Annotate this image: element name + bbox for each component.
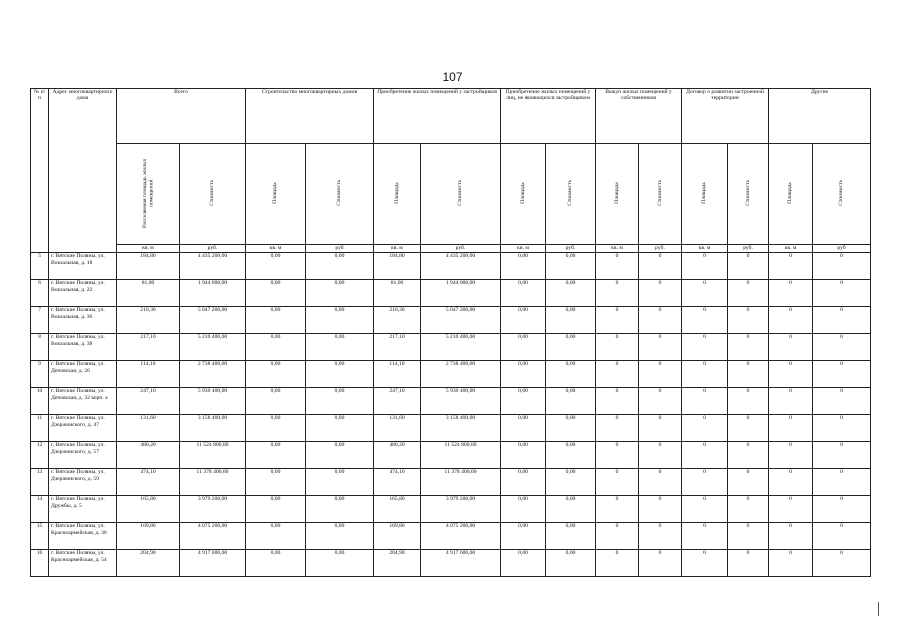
value-cell: 2 738 400,00: [180, 361, 246, 388]
table-row: [31, 550, 871, 577]
value-cell: 0: [639, 550, 682, 577]
value-cell: 0,00: [546, 523, 596, 550]
value-cell: 480,20: [374, 442, 421, 469]
value-cell: 247,10: [117, 388, 180, 415]
value-cell: 0,00: [306, 442, 374, 469]
value-cell: 0,00: [246, 280, 306, 307]
value-cell: 0,00: [546, 550, 596, 577]
value-cell: 0: [639, 469, 682, 496]
col-num-header: № п/п: [31, 89, 49, 253]
value-cell: 0: [813, 523, 871, 550]
unit-cell: руб: [813, 245, 871, 253]
value-cell: 0: [813, 388, 871, 415]
value-cell: 4 075 200,00: [180, 523, 246, 550]
unit-cell: руб.: [728, 245, 769, 253]
value-cell: 114,10: [374, 361, 421, 388]
row-number-cell: 6: [31, 280, 49, 307]
value-cell: 0: [769, 280, 813, 307]
sub-header-cell: [682, 144, 728, 245]
value-cell: 0: [596, 469, 639, 496]
value-cell: 0,00: [306, 496, 374, 523]
row-number-cell: 11: [31, 415, 49, 442]
address-cell: г. Вятские Поляны, ул. Вокзальная, д. 38: [49, 334, 117, 361]
sub-header-label: Стоимость: [457, 180, 464, 206]
value-cell: 0,00: [306, 334, 374, 361]
unit-cell: руб.: [639, 245, 682, 253]
sub-header-cell: [246, 144, 306, 245]
value-cell: 2 738 400,00: [421, 361, 501, 388]
sub-header-cell: [180, 144, 246, 245]
value-cell: 5 047 200,00: [180, 307, 246, 334]
value-cell: 0,00: [546, 253, 596, 280]
value-cell: 0,00: [306, 469, 374, 496]
value-cell: 0: [682, 253, 728, 280]
sub-header-cell: [306, 144, 374, 245]
sub-header-row: [31, 144, 871, 245]
value-cell: 0: [728, 550, 769, 577]
value-cell: 0,00: [246, 415, 306, 442]
value-cell: 217,10: [374, 334, 421, 361]
value-cell: 0,00: [246, 334, 306, 361]
unit-cell: руб: [306, 245, 374, 253]
sub-header-cell: [728, 144, 769, 245]
unit-cell: кв. м: [501, 245, 546, 253]
value-cell: 0: [639, 280, 682, 307]
group-development-contract-header: Договор о развитии застроенной территории: [682, 89, 769, 144]
address-cell: г. Вятские Поляны, ул. Вокзальная, д. 18: [49, 253, 117, 280]
value-cell: 0: [728, 253, 769, 280]
value-cell: 0,00: [246, 442, 306, 469]
row-number-cell: 14: [31, 496, 49, 523]
value-cell: 0: [596, 523, 639, 550]
value-cell: 0: [813, 334, 871, 361]
value-cell: 0: [813, 496, 871, 523]
value-cell: 0: [769, 388, 813, 415]
table-row: [31, 388, 871, 415]
address-cell: г. Вятские Поляны, ул. Вокзальная, д. 36: [49, 307, 117, 334]
value-cell: 0,00: [546, 388, 596, 415]
value-cell: 0: [813, 550, 871, 577]
value-cell: 0: [639, 415, 682, 442]
value-cell: 0: [769, 550, 813, 577]
value-cell: 0,00: [246, 496, 306, 523]
table-row: [31, 361, 871, 388]
value-cell: 0,00: [306, 253, 374, 280]
value-cell: 0: [769, 415, 813, 442]
value-cell: 0,00: [546, 442, 596, 469]
value-cell: 3 979 200,00: [180, 496, 246, 523]
value-cell: 0: [639, 361, 682, 388]
sub-header-cell: [117, 144, 180, 245]
sub-header-label: Площадь: [393, 182, 400, 204]
col-address-header: Адрес многоквартирного дома: [49, 89, 117, 253]
value-cell: 0: [682, 280, 728, 307]
sub-header-cell: [374, 144, 421, 245]
value-cell: 0,00: [501, 523, 546, 550]
value-cell: 165,80: [117, 496, 180, 523]
table-header: [31, 89, 871, 253]
value-cell: 0,00: [306, 361, 374, 388]
value-cell: 0,00: [306, 388, 374, 415]
value-cell: 0,00: [501, 496, 546, 523]
value-cell: 0: [813, 361, 871, 388]
resettlement-table: [30, 88, 871, 577]
value-cell: 0: [596, 361, 639, 388]
row-number-cell: 12: [31, 442, 49, 469]
unit-cell: руб.: [546, 245, 596, 253]
value-cell: 0,00: [246, 253, 306, 280]
value-cell: 0,00: [246, 550, 306, 577]
value-cell: 0,00: [246, 361, 306, 388]
value-cell: 0: [728, 280, 769, 307]
value-cell: 81,00: [117, 280, 180, 307]
value-cell: 0: [639, 334, 682, 361]
value-cell: 0: [596, 496, 639, 523]
value-cell: 3 158 400,00: [421, 415, 501, 442]
value-cell: 131,60: [117, 415, 180, 442]
value-cell: 5 930 400,00: [180, 388, 246, 415]
sub-header-cell: [421, 144, 501, 245]
value-cell: 0: [682, 415, 728, 442]
value-cell: 0: [769, 442, 813, 469]
value-cell: 0: [682, 469, 728, 496]
value-cell: 0: [682, 523, 728, 550]
table-row: [31, 523, 871, 550]
value-cell: 0: [728, 442, 769, 469]
value-cell: 0,00: [501, 280, 546, 307]
value-cell: 0,00: [501, 442, 546, 469]
value-cell: 0: [728, 361, 769, 388]
value-cell: 0: [596, 334, 639, 361]
value-cell: 0: [728, 469, 769, 496]
value-cell: 0,00: [501, 469, 546, 496]
value-cell: 4 435 200,00: [180, 253, 246, 280]
value-cell: 169,80: [374, 523, 421, 550]
value-cell: 0: [728, 496, 769, 523]
group-construction-header: Строительство многоквартирных домов: [246, 89, 374, 144]
row-number-cell: 7: [31, 307, 49, 334]
group-other-purchase-header: Приобретение жилых помещений у лиц, не являющихся застройщиком: [501, 89, 596, 144]
table-row: [31, 442, 871, 469]
value-cell: 131,60: [374, 415, 421, 442]
sub-header-label: Площадь: [272, 182, 279, 204]
value-cell: 0,00: [546, 361, 596, 388]
value-cell: 0: [639, 388, 682, 415]
sub-header-cell: [501, 144, 546, 245]
value-cell: 0: [682, 307, 728, 334]
value-cell: 184,80: [117, 253, 180, 280]
value-cell: 0,00: [501, 253, 546, 280]
value-cell: 0: [682, 361, 728, 388]
page-number: 107: [442, 70, 463, 84]
table-row: [31, 334, 871, 361]
value-cell: 0: [728, 415, 769, 442]
value-cell: 11 524 800,00: [180, 442, 246, 469]
value-cell: 0: [813, 415, 871, 442]
value-cell: 0: [596, 415, 639, 442]
value-cell: 0,00: [546, 280, 596, 307]
unit-row: [31, 245, 871, 253]
sub-header-label: Площадь: [701, 182, 708, 204]
value-cell: 0: [682, 550, 728, 577]
value-cell: 4 075 200,00: [421, 523, 501, 550]
value-cell: 5 930 400,00: [421, 388, 501, 415]
value-cell: 217,10: [117, 334, 180, 361]
value-cell: 0: [596, 388, 639, 415]
value-cell: 0,00: [546, 469, 596, 496]
value-cell: 0,00: [306, 307, 374, 334]
row-number-cell: 16: [31, 550, 49, 577]
value-cell: 0: [639, 523, 682, 550]
value-cell: 0: [769, 307, 813, 334]
group-buyout-header: Выкуп жилых помещений у собственников: [596, 89, 682, 144]
value-cell: 0,00: [501, 388, 546, 415]
value-cell: 0: [728, 307, 769, 334]
value-cell: 0: [596, 253, 639, 280]
value-cell: 0: [639, 496, 682, 523]
value-cell: 4 917 600,00: [180, 550, 246, 577]
table-body: [31, 253, 871, 577]
sub-header-label: Площадь: [787, 182, 794, 204]
value-cell: 165,80: [374, 496, 421, 523]
value-cell: 184,80: [374, 253, 421, 280]
value-cell: 0,00: [246, 307, 306, 334]
value-cell: 0,00: [501, 307, 546, 334]
value-cell: 0: [596, 280, 639, 307]
value-cell: 0: [813, 469, 871, 496]
sub-header-label: Стоимость: [567, 180, 574, 206]
value-cell: 0: [813, 253, 871, 280]
table-row: [31, 307, 871, 334]
value-cell: 1 944 000,00: [180, 280, 246, 307]
sub-header-cell: [813, 144, 871, 245]
sub-header-label: Расселяемая площадь жилых помещений: [141, 158, 154, 228]
sub-header-cell: [546, 144, 596, 245]
sub-header-label: Стоимость: [838, 180, 845, 206]
address-cell: г. Вятские Поляны, ул. Дружбы, д. 5: [49, 496, 117, 523]
sub-header-label: Площадь: [519, 182, 526, 204]
group-developer-purchase-header: Приобретение жилых помещений у застройщиков: [374, 89, 501, 144]
value-cell: 0: [639, 253, 682, 280]
sub-header-label: Площадь: [613, 182, 620, 204]
value-cell: 0,00: [246, 388, 306, 415]
value-cell: 4 435 200,00: [421, 253, 501, 280]
value-cell: 0: [682, 496, 728, 523]
value-cell: 0: [769, 496, 813, 523]
value-cell: 0,00: [546, 496, 596, 523]
sub-header-cell: [596, 144, 639, 245]
unit-cell: кв. м: [769, 245, 813, 253]
unit-cell: кв. м: [596, 245, 639, 253]
value-cell: 11 378 400,00: [421, 469, 501, 496]
row-number-cell: 9: [31, 361, 49, 388]
sub-header-label: Стоимость: [336, 180, 343, 206]
unit-cell: кв. м: [374, 245, 421, 253]
value-cell: 0,00: [501, 334, 546, 361]
group-total-header: Всего: [117, 89, 246, 144]
value-cell: 204,90: [374, 550, 421, 577]
row-number-cell: 13: [31, 469, 49, 496]
value-cell: 0,00: [306, 550, 374, 577]
value-cell: 480,20: [117, 442, 180, 469]
value-cell: 0,00: [246, 523, 306, 550]
value-cell: 0: [728, 334, 769, 361]
value-cell: 3 158 400,00: [180, 415, 246, 442]
address-cell: г. Вятские Поляны, ул. Дзержинского, д. 57: [49, 442, 117, 469]
unit-cell: кв. м: [117, 245, 180, 253]
value-cell: 81,00: [374, 280, 421, 307]
table-row: [31, 469, 871, 496]
unit-cell: руб.: [180, 245, 246, 253]
row-number-cell: 8: [31, 334, 49, 361]
sub-header-cell: [769, 144, 813, 245]
value-cell: 0: [682, 442, 728, 469]
value-cell: 0,00: [501, 361, 546, 388]
address-cell: г. Вятские Поляны, ул. Вокзальная, д. 22: [49, 280, 117, 307]
value-cell: 0,00: [501, 415, 546, 442]
value-cell: 0: [682, 334, 728, 361]
value-cell: 1 944 000,00: [421, 280, 501, 307]
value-cell: 210,30: [117, 307, 180, 334]
value-cell: 0: [813, 442, 871, 469]
row-number-cell: 5: [31, 253, 49, 280]
address-cell: г. Вятские Поляны, ул. Деповская, д. 32 корп. а: [49, 388, 117, 415]
value-cell: 0: [769, 469, 813, 496]
value-cell: 0: [596, 442, 639, 469]
address-cell: г. Вятские Поляны, ул. Деповская, д. 26: [49, 361, 117, 388]
value-cell: 0: [813, 280, 871, 307]
address-cell: г. Вятские Поляны, ул. Красноармейская, д. 54: [49, 550, 117, 577]
value-cell: 204,90: [117, 550, 180, 577]
unit-cell: кв. м: [682, 245, 728, 253]
value-cell: 0: [596, 550, 639, 577]
sub-header-label: Стоимость: [744, 180, 751, 206]
value-cell: 0,00: [306, 523, 374, 550]
value-cell: 0: [813, 307, 871, 334]
value-cell: 0,00: [306, 415, 374, 442]
value-cell: 5 047 200,00: [421, 307, 501, 334]
value-cell: 0: [596, 307, 639, 334]
value-cell: 0: [769, 253, 813, 280]
table-row: [31, 253, 871, 280]
value-cell: 474,10: [374, 469, 421, 496]
table-row: [31, 415, 871, 442]
value-cell: 0: [769, 523, 813, 550]
row-number-cell: 10: [31, 388, 49, 415]
value-cell: 0: [769, 334, 813, 361]
unit-cell: кв. м: [246, 245, 306, 253]
value-cell: 0: [769, 361, 813, 388]
value-cell: 0,00: [546, 334, 596, 361]
value-cell: 247,10: [374, 388, 421, 415]
margin-mark: [878, 602, 879, 616]
table-row: [31, 496, 871, 523]
value-cell: 0,00: [546, 307, 596, 334]
address-cell: г. Вятские Поляны, ул. Красноармейская, д. 36: [49, 523, 117, 550]
value-cell: 0,00: [546, 415, 596, 442]
value-cell: 5 210 400,00: [180, 334, 246, 361]
value-cell: 11 524 800,00: [421, 442, 501, 469]
value-cell: 0: [682, 388, 728, 415]
address-cell: г. Вятские Поляны, ул. Дзержинского, д. 59: [49, 469, 117, 496]
value-cell: 4 917 600,00: [421, 550, 501, 577]
value-cell: 0,00: [501, 550, 546, 577]
value-cell: 3 979 200,00: [421, 496, 501, 523]
value-cell: 0: [728, 388, 769, 415]
value-cell: 474,10: [117, 469, 180, 496]
sub-header-label: Стоимость: [656, 180, 663, 206]
value-cell: 210,30: [374, 307, 421, 334]
unit-cell: руб.: [421, 245, 501, 253]
table-row: [31, 280, 871, 307]
row-number-cell: 15: [31, 523, 49, 550]
sub-header-cell: [639, 144, 682, 245]
value-cell: 11 378 400,00: [180, 469, 246, 496]
value-cell: 0: [639, 442, 682, 469]
value-cell: 0: [639, 307, 682, 334]
value-cell: 0: [728, 523, 769, 550]
value-cell: 5 210 400,00: [421, 334, 501, 361]
group-other-header: Другие: [769, 89, 871, 144]
value-cell: 169,80: [117, 523, 180, 550]
address-cell: г. Вятские Поляны, ул. Дзержинского, д. 47: [49, 415, 117, 442]
sub-header-label: Стоимость: [209, 180, 216, 206]
value-cell: 114,10: [117, 361, 180, 388]
value-cell: 0,00: [246, 469, 306, 496]
value-cell: 0,00: [306, 280, 374, 307]
